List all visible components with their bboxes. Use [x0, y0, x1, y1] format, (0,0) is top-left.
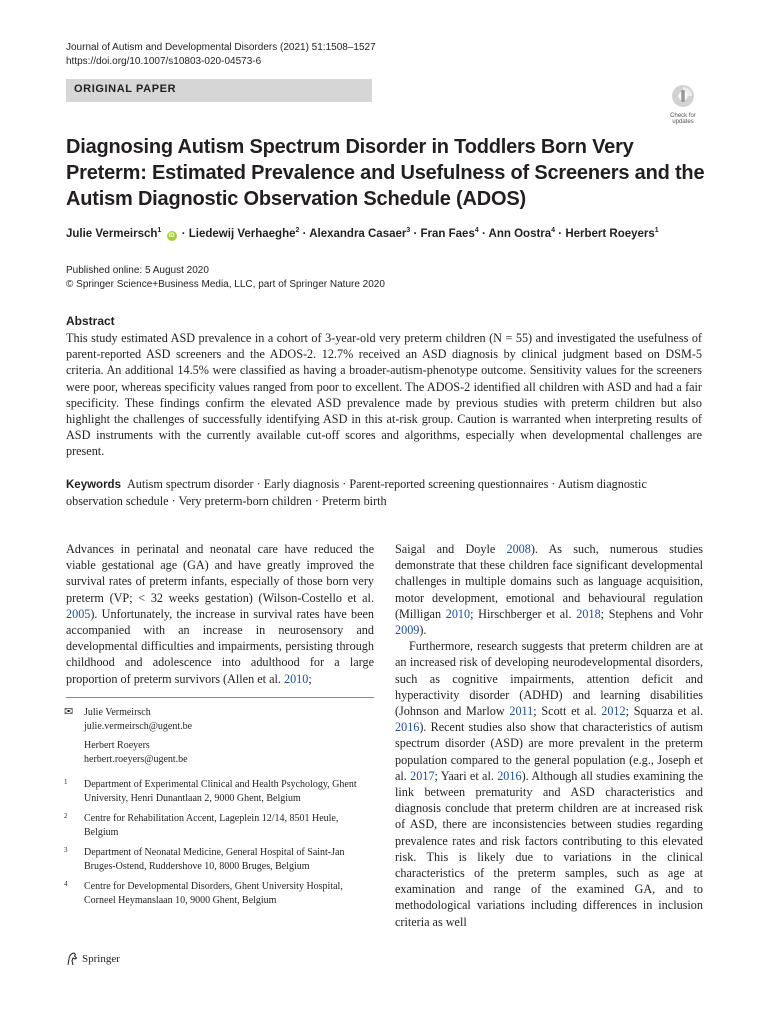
publisher-footer — [66, 952, 120, 966]
citation-link[interactable]: 2016 — [497, 768, 522, 783]
keywords-list: Autism spectrum disorder · Early diagnosis · Parent-reported screening questionnaires · Autism diagnostic observation schedule · Very preterm-born children · Preterm birth — [66, 477, 647, 509]
citation-link[interactable]: 2010 — [445, 606, 471, 621]
body-paragraph — [395, 541, 703, 638]
body-paragraph — [395, 638, 703, 930]
publisher-name: Springer — [82, 953, 120, 965]
author-separator: · — [410, 227, 421, 240]
body-text: ; Stephens and Vohr — [600, 606, 703, 621]
check-for-label: Check for — [670, 113, 696, 119]
abstract-heading: Abstract — [66, 314, 115, 328]
body-text: ; Squarza et al. — [625, 704, 704, 719]
body-text: ; Yaari et al. — [434, 768, 498, 783]
citation-link[interactable]: 2016 — [395, 720, 420, 735]
citation-link[interactable]: 2008 — [506, 542, 531, 556]
contact-name: Herbert Roeyers — [84, 740, 150, 751]
author-affiliation-mark: 2 — [295, 227, 300, 234]
contact-email[interactable]: herbert.roeyers@ugent.be — [84, 753, 188, 765]
author-name[interactable]: Alexandra Casaer — [309, 227, 407, 240]
author-name[interactable]: Ann Oostra — [488, 227, 552, 240]
affiliation-text: Department of Neonatal Medicine, General Hospital of Saint-Jan Bruges-Ostend, Ruddershove 10, 8000 Bruges, Belgium — [84, 847, 345, 872]
body-text: ). Recent studies also show that characteristics of autism spectrum disorder (ASD) are more prevalent in the preterm population compared to the general population (e.g., Joseph et al. — [395, 720, 703, 783]
orcid-icon[interactable]: iD — [168, 232, 175, 239]
paper-title: Diagnosing Autism Spectrum Disorder in Toddlers Born Very Preterm: Estimated Prevalence and Usefulness of Screeners and the Autism Diagnostic Observation Schedule (ADOS) — [66, 136, 705, 210]
keywords-label: Keywords — [66, 479, 121, 491]
contact-email[interactable]: julie.vermeirsch@ugent.be — [84, 720, 193, 732]
citation-link[interactable]: 2009 — [395, 623, 420, 638]
body-text: Furthermore, research suggests that preterm children are at an increased risk of developing neurodevelopmental disorders, such as cognitive impairments, attention deficit and hyperactivity disorder (ADHD) and learning disabilities (Johnson and Marlow — [395, 639, 703, 719]
journal-header — [66, 41, 376, 69]
copyright-notice: © Springer Science+Business Media, LLC, part of Springer Nature 2020 — [66, 279, 385, 290]
affiliation-item — [64, 812, 374, 839]
author-name[interactable]: Herbert Roeyers — [565, 227, 655, 240]
body-text: ; Hirschberger et al. — [470, 606, 577, 621]
affiliation-text: Centre for Rehabilitation Accent, Lageplein 12/14, 8501 Heule, Belgium — [84, 813, 339, 838]
author-separator: · — [478, 227, 489, 240]
author-separator: · — [299, 227, 310, 240]
author-affiliation-mark: 4 — [551, 227, 556, 234]
author-name[interactable]: Julie Vermeirsch — [66, 227, 158, 240]
citation-link[interactable]: 2017 — [410, 768, 435, 783]
doi-link[interactable]: https://doi.org/10.1007/s10803-020-04573-6 — [66, 56, 262, 67]
body-text: ; — [308, 671, 312, 686]
author-affiliation-mark: 4 — [474, 227, 479, 234]
corresponding-authors — [64, 706, 374, 766]
affiliation-number: 4 — [64, 880, 68, 888]
article-type-banner: ORIGINAL PAPER — [66, 79, 372, 102]
body-text: Advances in perinatal and neonatal care have reduced the viable gestational age (GA) and have greatly improved the survival rates of preterm infants, especially of those born very preterm (VP; < 32 weeks gestation) (Wilson-Costello et al. — [66, 542, 374, 605]
publication-info — [66, 264, 385, 292]
affiliation-item — [64, 778, 374, 805]
body-text: ). Unfortunately, the increase in survival rates have been accompanied with an increase in neurosensory and developmental difficulties and impairments, persisting through childhood and adolescence into adulthood for a large proportion of preterm survivors (Allen et al. — [66, 606, 374, 686]
affiliation-number: 3 — [64, 846, 68, 854]
body-text: ). As such, numerous studies demonstrate that these children face significant developmental challenges in multiple domains such as language acquisition, motor development, emotional and behavioural regulation (Milligan — [395, 542, 703, 621]
author-name[interactable]: Fran Faes — [420, 227, 475, 240]
citation-link[interactable]: 2012 — [601, 704, 626, 719]
published-date: Published online: 5 August 2020 — [66, 265, 209, 276]
affiliation-number: 1 — [64, 778, 68, 786]
affiliation-text: Department of Experimental Clinical and Health Psychology, Ghent University, Henri Dunantlaan 2, 9000 Ghent, Belgium — [84, 779, 357, 804]
author-name[interactable]: Liedewij Verhaeghe — [188, 227, 296, 240]
body-text: Saigal and Doyle — [395, 542, 507, 556]
body-text: ). Although all studies examining the link between prematurity and ASD characteristics and diagnosis conclude that preterm children are at increased risk of ASD, there are inconsistencies between studies regarding prevalence rates and risk factors contributing to this elevated risk. This is likely due to variations in the clinical characteristics of the preterm samples, such as age at examination and range of the examined GA, and to methodological variations including differences in inclusion criteria as well — [395, 768, 703, 929]
author-list — [66, 227, 726, 241]
citation-link[interactable]: 2011 — [509, 704, 534, 719]
body-text: ). — [419, 623, 427, 638]
springer-horse-icon — [66, 952, 78, 966]
contact-name: Julie Vermeirsch — [84, 707, 151, 718]
citation-link[interactable]: 2005 — [66, 606, 91, 621]
citation-link[interactable]: 2018 — [576, 606, 601, 621]
contact-entry — [64, 739, 374, 766]
abstract-text: This study estimated ASD prevalence in a cohort of 3-year-old very preterm children (N = 55) and investigated the usefulness of parent-reported ASD screeners and the ADOS-2. 12.7% received an ASD diagnosis by clinical judgment based on DSM-5 criteria. An additional 14.5% were classified as having a broader-autism-phenotype outcome. Sensitivity values for the screeners were poor, whereas specificity values ranged from poor to excellent. The ADOS-2 identified all children with ASD and had a fair specificity. These findings confirm the elevated ASD prevalence made by previous studies with preterm children but also highlight the challenges of successfully identifying ASD in this at-risk group. Caution is warranted when interpreting results of ASD instruments with the currently available cut-off scores and algorithms, especially when developmental challenges are present. — [66, 331, 702, 459]
citation-link[interactable]: 2010 — [283, 671, 309, 686]
body-text: ; Scott et al. — [533, 704, 602, 719]
body-paragraph — [66, 541, 374, 687]
author-separator: · — [178, 227, 189, 240]
updates-label: updates — [672, 119, 694, 125]
affiliation-item — [64, 880, 374, 907]
check-for-updates-badge[interactable] — [662, 84, 704, 124]
footnote-divider — [66, 697, 374, 698]
envelope-icon: ✉ — [64, 706, 74, 718]
author-affiliation-mark: 1 — [654, 227, 659, 234]
contact-entry — [64, 706, 374, 733]
affiliation-text: Centre for Developmental Disorders, Ghent University Hospital, Corneel Heymanslaan 10, 9000 Ghent, Belgium — [84, 881, 343, 906]
body-left-column — [66, 541, 374, 687]
author-affiliation-mark: 3 — [406, 227, 411, 234]
crossmark-icon — [671, 84, 695, 108]
body-right-column — [395, 541, 703, 930]
affiliation-number: 2 — [64, 812, 68, 820]
keywords — [66, 476, 702, 509]
affiliation-item — [64, 846, 374, 873]
journal-citation: Journal of Autism and Developmental Disorders (2021) 51:1508–1527 — [66, 42, 376, 53]
author-affiliation-mark: 1 — [157, 227, 162, 234]
affiliations — [64, 778, 374, 914]
author-separator: · — [555, 227, 566, 240]
